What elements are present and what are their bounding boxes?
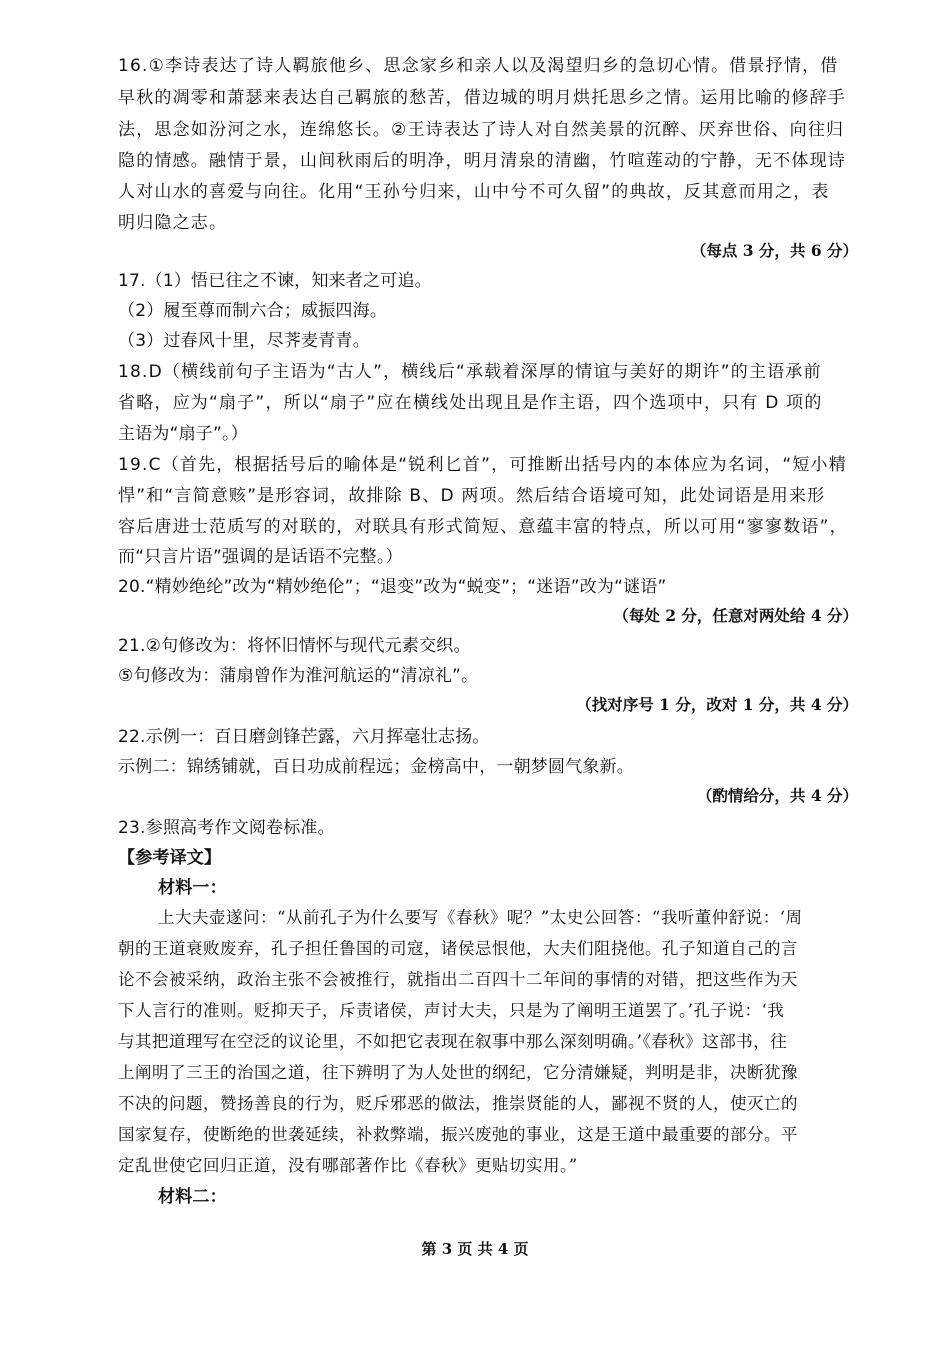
material1-line-6: 上阐明了三王的治国之道，往下辨明了为人处世的纲纪，它分清嫌疑，判明是非，决断犹豫 (118, 1063, 798, 1082)
q16-line-5: 人对山水的喜爱与向往。化用“王孙兮归来，山中兮不可久留”的典故，反其意而用之，表 (118, 182, 830, 202)
q21-score-note: （找对序号 1 分，改对 1 分，共 4 分） (576, 695, 858, 714)
material1-line-2: 朝的王道衰败废弃，孔子担任鲁国的司寇，诸侯忌恨他，大夫们阻挠他。孔子知道自己的言 (118, 939, 798, 958)
q22-line-1: 22.示例一：百日磨剑锋芒露，六月挥毫壮志扬。 (118, 727, 490, 747)
material2-title: 材料二： (158, 1187, 227, 1207)
q19-line-4: 而“只言片语”强调的是话语不完整。） (118, 547, 403, 567)
q18-line-1: 18.D（横线前句子主语为“古人”，横线后“承载着深厚的情谊与美好的期许”的主语承前 (118, 362, 822, 382)
translation-header: 【参考译文】 (118, 848, 222, 868)
material1-line-7: 不决的问题，赞扬善良的行为，贬斥邪恶的做法，推崇贤能的人，鄙视不贤的人，使灭亡的 (118, 1094, 798, 1113)
q22-score-note: （酌情给分，共 4 分） (696, 786, 858, 805)
q18-line-3: 主语为“扇子”。） (118, 424, 248, 444)
q19-line-1: 19.C（首先，根据括号后的喻体是“锐利匕首”，可推断出括号内的本体应为名词，“短小精 (118, 455, 847, 475)
q17-line-2: （2）履至尊而制六合；威振四海。 (118, 301, 388, 321)
q23-line: 23.参照高考作文阅卷标准。 (118, 818, 335, 838)
page-footer: 第 3 页 共 4 页 (421, 1240, 529, 1258)
q21-line-2: ⑤句修改为：蒲扇曾作为淮河航运的“清凉礼”。 (118, 666, 479, 686)
q19-line-3: 容后唐进士范质写的对联的，对联具有形式简短、意蕴丰富的特点，所以可用“寥寥数语”， (118, 517, 848, 537)
q20-line: 20.“精妙绝纶”改为“精妙绝伦”；“退变”改为“蜕变”；“迷语”改为“谜语” (118, 577, 667, 597)
material1-line-1: 上大夫壶遂问：“从前孔子为什么要写《春秋》呢？”太史公回答：“我听董仲舒说：‘周 (158, 908, 803, 927)
q18-line-2: 省略，应为“扇子”，所以“扇子”应在横线处出现且是作主语，四个选项中，只有 D 项的 (118, 393, 823, 413)
q22-line-2: 示例二：锦绣铺就，百日功成前程远；金榜高中，一朝梦圆气象新。 (118, 757, 634, 777)
q16-line-6: 明归隐之志。 (118, 213, 228, 233)
material1-line-8: 国家复存，使断绝的世袭延续，补救弊端，振兴废弛的事业，这是王道中最重要的部分。平 (118, 1125, 798, 1144)
material1-line-4: 下人言行的准则。贬抑天子，斥责诸侯，声讨大夫，只是为了阐明王道罢了。’孔子说：‘我 (118, 1001, 785, 1020)
q17-line-1: 17.（1）悟已往之不谏，知来者之可追。 (118, 271, 432, 291)
material1-title: 材料一： (158, 878, 227, 898)
material1-line-3: 论不会被采纳，政治主张不会被推行，就指出二百四十二年间的事情的对错，把这些作为天 (118, 970, 798, 989)
q17-line-3: （3）过春风十里，尽荠麦青青。 (118, 331, 370, 351)
material1-line-9: 定乱世使它回归正道，没有哪部著作比《春秋》更贴切实用。” (118, 1156, 578, 1175)
q16-line-4: 隐的情感。融情于景，山间秋雨后的明净，明月清泉的清幽，竹喧莲动的宁静，无不体现诗 (118, 151, 846, 171)
q20-score-note: （每处 2 分，任意对两处给 4 分） (613, 606, 858, 625)
q16-score-note: （每点 3 分，共 6 分） (690, 241, 858, 260)
material1-line-5: 与其把道理写在空泛的议论里，不如把它表现在叙事中那么深刻明确。’《春秋》这部书，往 (118, 1032, 788, 1051)
q21-line-1: 21.②句修改为：将怀旧情怀与现代元素交织。 (118, 636, 471, 656)
q16-line-2: 早秋的凋零和萧瑟来表达自己羁旅的愁苦，借边城的明月烘托思乡之情。运用比喻的修辞手 (118, 88, 846, 108)
q16-line-1: 16.①李诗表达了诗人羁旅他乡、思念家乡和亲人以及渴望归乡的急切心情。借景抒情，借 (118, 56, 839, 76)
q16-line-3: 法，思念如汾河之水，连绵悠长。②王诗表达了诗人对自然美景的沉醉、厌弃世俗、向往归 (118, 120, 845, 140)
q19-line-2: 悍”和“言简意赅”是形容词，故排除 B、D 两项。然后结合语境可知，此处词语是用来形 (118, 486, 826, 506)
